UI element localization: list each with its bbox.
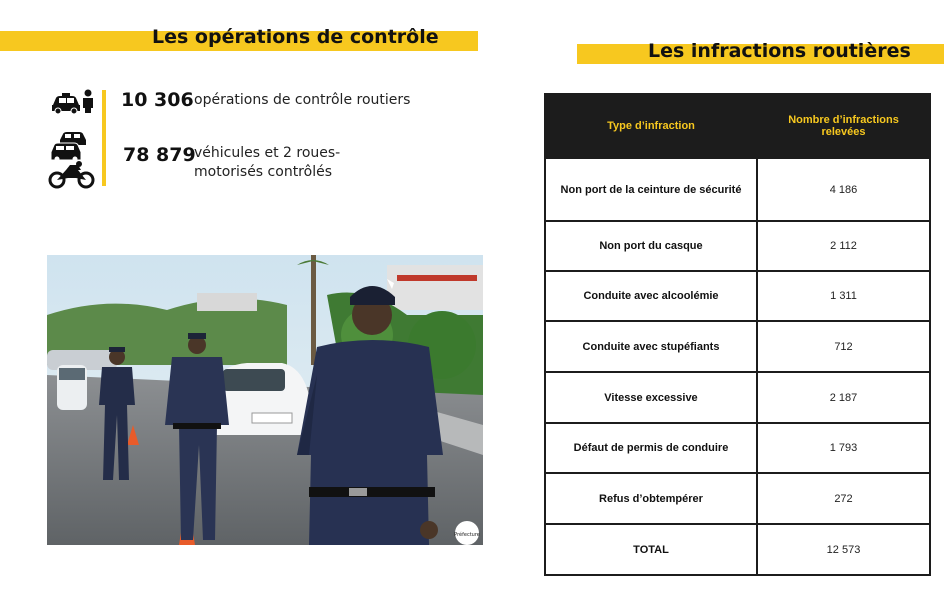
stat-vehicles-text-line2: motorisés contrôlés bbox=[194, 164, 332, 180]
infraction-type: Conduite avec stupéfiants bbox=[545, 321, 757, 372]
stat-vehicles-text-line1: véhicules et 2 roues- bbox=[194, 145, 341, 161]
stat-vehicles-value: 78 879 bbox=[123, 144, 196, 166]
infraction-type: Défaut de permis de conduire bbox=[545, 423, 757, 473]
infraction-count-total: 12 573 bbox=[757, 524, 930, 575]
infraction-type: Non port de la ceinture de sécurité bbox=[545, 158, 757, 221]
infractions-table bbox=[544, 93, 931, 576]
table-row bbox=[545, 372, 930, 423]
photo-watermark: Préfecture bbox=[454, 532, 480, 538]
infraction-count: 272 bbox=[757, 473, 930, 524]
vehicles-motorbike-icon bbox=[48, 128, 96, 190]
table-row bbox=[545, 221, 930, 271]
stats-accent-bar bbox=[102, 90, 106, 186]
infraction-type: Vitesse excessive bbox=[545, 372, 757, 423]
table-row bbox=[545, 423, 930, 473]
table-row-total bbox=[545, 524, 930, 575]
column-header-count: Nombre d’infractions relevées bbox=[757, 94, 930, 158]
infraction-count: 1 793 bbox=[757, 423, 930, 473]
table-row bbox=[545, 321, 930, 372]
infraction-count: 2 112 bbox=[757, 221, 930, 271]
table-row bbox=[545, 473, 930, 524]
infraction-type-total: TOTAL bbox=[545, 524, 757, 575]
stat-operations-value: 10 306 bbox=[121, 89, 194, 111]
operations-title: Les opérations de contrôle bbox=[152, 26, 439, 48]
operations-stats bbox=[46, 86, 446, 190]
infraction-count: 712 bbox=[757, 321, 930, 372]
table-row bbox=[545, 158, 930, 221]
police-car-officer-icon bbox=[50, 88, 94, 114]
infraction-count: 1 311 bbox=[757, 271, 930, 321]
infraction-count: 2 187 bbox=[757, 372, 930, 423]
stat-operations-text: opérations de contrôle routiers bbox=[194, 92, 411, 108]
infractions-title: Les infractions routières bbox=[648, 40, 911, 62]
checkpoint-photo-illustration bbox=[47, 255, 483, 545]
infraction-type: Conduite avec alcoolémie bbox=[545, 271, 757, 321]
checkpoint-photo bbox=[47, 255, 483, 545]
infraction-count: 4 186 bbox=[757, 158, 930, 221]
infraction-type: Refus d’obtempérer bbox=[545, 473, 757, 524]
column-header-type: Type d’infraction bbox=[545, 94, 757, 158]
table-header-row bbox=[545, 94, 930, 158]
table-row bbox=[545, 271, 930, 321]
infraction-type: Non port du casque bbox=[545, 221, 757, 271]
